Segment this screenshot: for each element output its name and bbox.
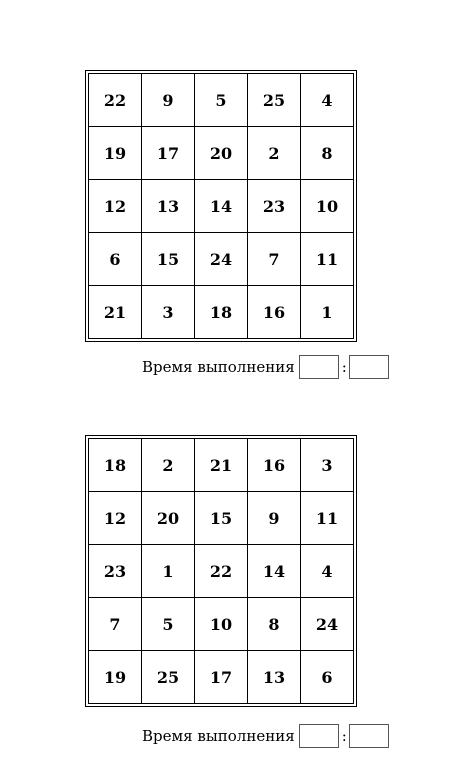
grid-cell[interactable]: 6 — [301, 651, 354, 704]
grid-cell[interactable]: 21 — [89, 286, 142, 339]
grid-cell[interactable]: 12 — [89, 492, 142, 545]
grid-row — [89, 286, 354, 339]
grid-cell[interactable]: 1 — [142, 545, 195, 598]
grid-cell[interactable]: 12 — [89, 180, 142, 233]
schulte-table-2 — [85, 435, 357, 707]
time-separator: : — [341, 358, 347, 376]
grid-cell[interactable]: 21 — [195, 439, 248, 492]
completion-time-label: Время выполнения — [142, 727, 295, 745]
number-grid-2 — [88, 438, 354, 704]
grid-cell[interactable]: 7 — [248, 233, 301, 286]
grid-cell[interactable]: 11 — [301, 492, 354, 545]
grid-cell[interactable]: 19 — [89, 651, 142, 704]
grid-cell[interactable]: 3 — [142, 286, 195, 339]
grid-cell[interactable]: 17 — [195, 651, 248, 704]
grid-row — [89, 74, 354, 127]
grid-cell[interactable]: 18 — [195, 286, 248, 339]
grid-cell[interactable]: 16 — [248, 286, 301, 339]
grid-cell[interactable]: 13 — [248, 651, 301, 704]
minutes-field[interactable] — [299, 724, 339, 748]
grid-cell[interactable]: 5 — [195, 74, 248, 127]
grid-cell[interactable]: 5 — [142, 598, 195, 651]
grid-cell[interactable]: 18 — [89, 439, 142, 492]
grid-row — [89, 598, 354, 651]
grid-cell[interactable]: 15 — [142, 233, 195, 286]
grid-cell[interactable]: 6 — [89, 233, 142, 286]
grid-cell[interactable]: 22 — [195, 545, 248, 598]
grid-cell[interactable]: 14 — [248, 545, 301, 598]
grid-cell[interactable]: 23 — [248, 180, 301, 233]
grid-cell[interactable]: 8 — [301, 127, 354, 180]
grid-row — [89, 439, 354, 492]
grid-cell[interactable]: 14 — [195, 180, 248, 233]
number-grid-1 — [88, 73, 354, 339]
completion-time-label: Время выполнения — [142, 358, 295, 376]
grid-cell[interactable]: 7 — [89, 598, 142, 651]
grid-cell[interactable]: 3 — [301, 439, 354, 492]
grid-cell[interactable]: 2 — [142, 439, 195, 492]
grid-cell[interactable]: 25 — [142, 651, 195, 704]
grid-cell[interactable]: 22 — [89, 74, 142, 127]
grid-cell[interactable]: 2 — [248, 127, 301, 180]
grid-row — [89, 233, 354, 286]
grid-cell[interactable]: 15 — [195, 492, 248, 545]
grid-cell[interactable]: 9 — [248, 492, 301, 545]
schulte-table-1 — [85, 70, 357, 342]
grid-cell[interactable]: 24 — [301, 598, 354, 651]
grid-cell[interactable]: 8 — [248, 598, 301, 651]
seconds-field[interactable] — [349, 355, 389, 379]
grid-cell[interactable]: 4 — [301, 74, 354, 127]
grid-cell[interactable]: 20 — [195, 127, 248, 180]
grid-row — [89, 180, 354, 233]
grid-cell[interactable]: 23 — [89, 545, 142, 598]
seconds-field[interactable] — [349, 724, 389, 748]
grid-cell[interactable]: 10 — [195, 598, 248, 651]
grid-cell[interactable]: 19 — [89, 127, 142, 180]
grid-cell[interactable]: 9 — [142, 74, 195, 127]
grid-cell[interactable]: 4 — [301, 545, 354, 598]
grid-row — [89, 492, 354, 545]
completion-time-1 — [142, 354, 389, 380]
time-separator: : — [341, 727, 347, 745]
completion-time-2 — [142, 723, 389, 749]
grid-cell[interactable]: 16 — [248, 439, 301, 492]
grid-cell[interactable]: 11 — [301, 233, 354, 286]
grid-cell[interactable]: 10 — [301, 180, 354, 233]
grid-row — [89, 651, 354, 704]
minutes-field[interactable] — [299, 355, 339, 379]
grid-row — [89, 127, 354, 180]
grid-row — [89, 545, 354, 598]
grid-cell[interactable]: 20 — [142, 492, 195, 545]
grid-cell[interactable]: 13 — [142, 180, 195, 233]
grid-cell[interactable]: 25 — [248, 74, 301, 127]
grid-cell[interactable]: 17 — [142, 127, 195, 180]
grid-cell[interactable]: 1 — [301, 286, 354, 339]
grid-cell[interactable]: 24 — [195, 233, 248, 286]
